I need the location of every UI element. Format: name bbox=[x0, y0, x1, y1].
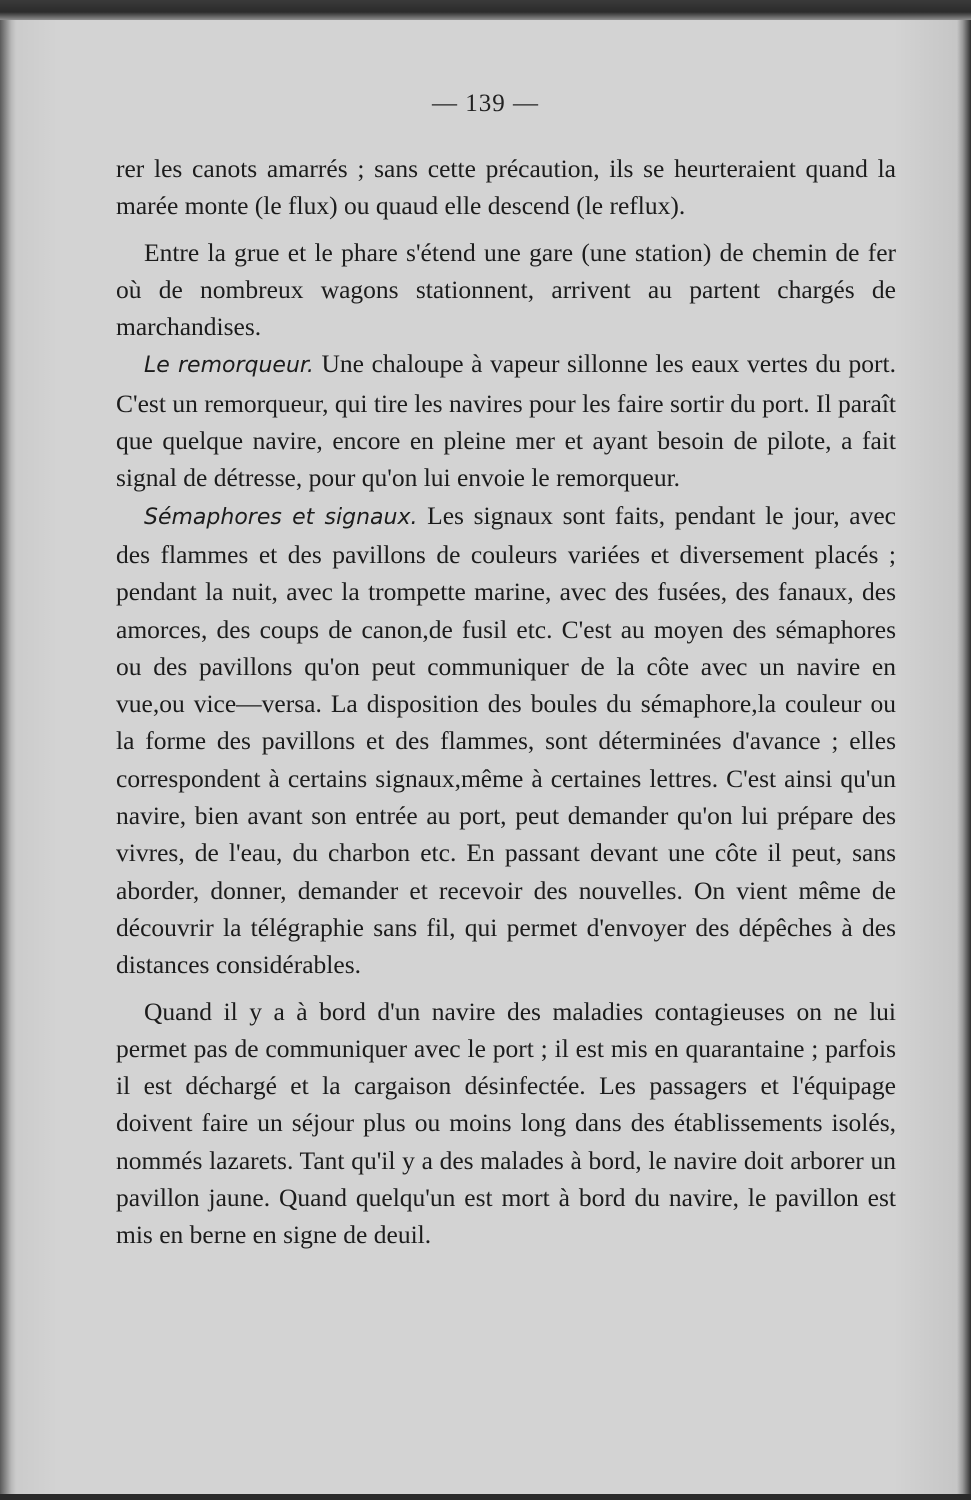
scan-top-edge bbox=[0, 0, 971, 20]
paragraph-text: Quand il y a à bord d'un navire des maladies contagieuses on ne lui permet pas de communiquer avec le port ; il est mis en quarantaine ; parfois il est déchargé et la cargaison désinfectée. Les passagers et l'équipage doivent faire un séjour plus ou moins long dans des établissements isolés, nommés lazarets. Tant qu'il y a des malades à bord, le navire doit arborer un pavillon jaune. Quand quelqu'un est mort à bord du navire, le pavillon est mis en berne en signe de deuil. bbox=[116, 996, 896, 1250]
section-title-semaphores: Sémaphores et signaux. bbox=[144, 504, 418, 530]
paragraph-1 bbox=[116, 150, 896, 225]
paragraph-5 bbox=[116, 993, 896, 1254]
section-title-remorqueur: Le remorqueur. bbox=[144, 353, 314, 379]
paragraph-text: rer les canots amarrés ; sans cette précaution, ils se heurteraient quand la marée monte (le flux) ou quaud elle descend (le reflux). bbox=[116, 154, 896, 221]
paragraph-text: Une chaloupe à vapeur sillonne les eaux vertes du port. C'est un remorqueur, qui tire les navires pour les faire sortir du port. Il paraît que quelque navire, encore en pleine mer et ayant besoin de pilote, a fait signal de détresse, pour qu'on lui envoie le remorqueur. bbox=[116, 349, 896, 493]
paragraph-text: Entre la grue et le phare s'étend une gare (une station) de chemin de fer où de nombreux wagons stationnent, arrivent au partent chargés de marchandises. bbox=[116, 237, 896, 342]
body-text bbox=[116, 150, 896, 1254]
paragraph-2 bbox=[116, 234, 896, 346]
scan-right-edge bbox=[957, 20, 971, 1500]
scan-left-edge bbox=[0, 20, 16, 1500]
paragraph-text: Les signaux sont faits, pendant le jour, avec des flammes et des pavillons de couleurs variées et diversement placés ; pendant la nuit, avec la trompette marine, avec des fusées, des fanaux, des amorces, des coups de canon,de fusil etc. C'est au moyen des sémaphores ou des pavillons qu'on peut communiquer de la côte avec un navire en vue,ou vice—versa. La disposition des boules du sémaphore,la couleur ou la forme des pavillons et des flammes, sont déterminées d'avance ; elles correspondent à certains signaux,même à certaines lettres. C'est ainsi qu'un navire, bien avant son entrée au port, peut demander qu'on lui prépare des vivres, de l'eau, du charbon etc. En passant devant une côte il peut, sans aborder, donner, demander et recevoir des nouvelles. On vient même de découvrir la télégraphie sans fil, qui permet d'envoyer des dépêches à des distances considérables. bbox=[116, 500, 896, 980]
scan-bottom-edge bbox=[0, 1494, 971, 1500]
paragraph-4 bbox=[116, 497, 896, 984]
page-number: — 139 — bbox=[432, 90, 539, 117]
paragraph-3 bbox=[116, 345, 896, 496]
